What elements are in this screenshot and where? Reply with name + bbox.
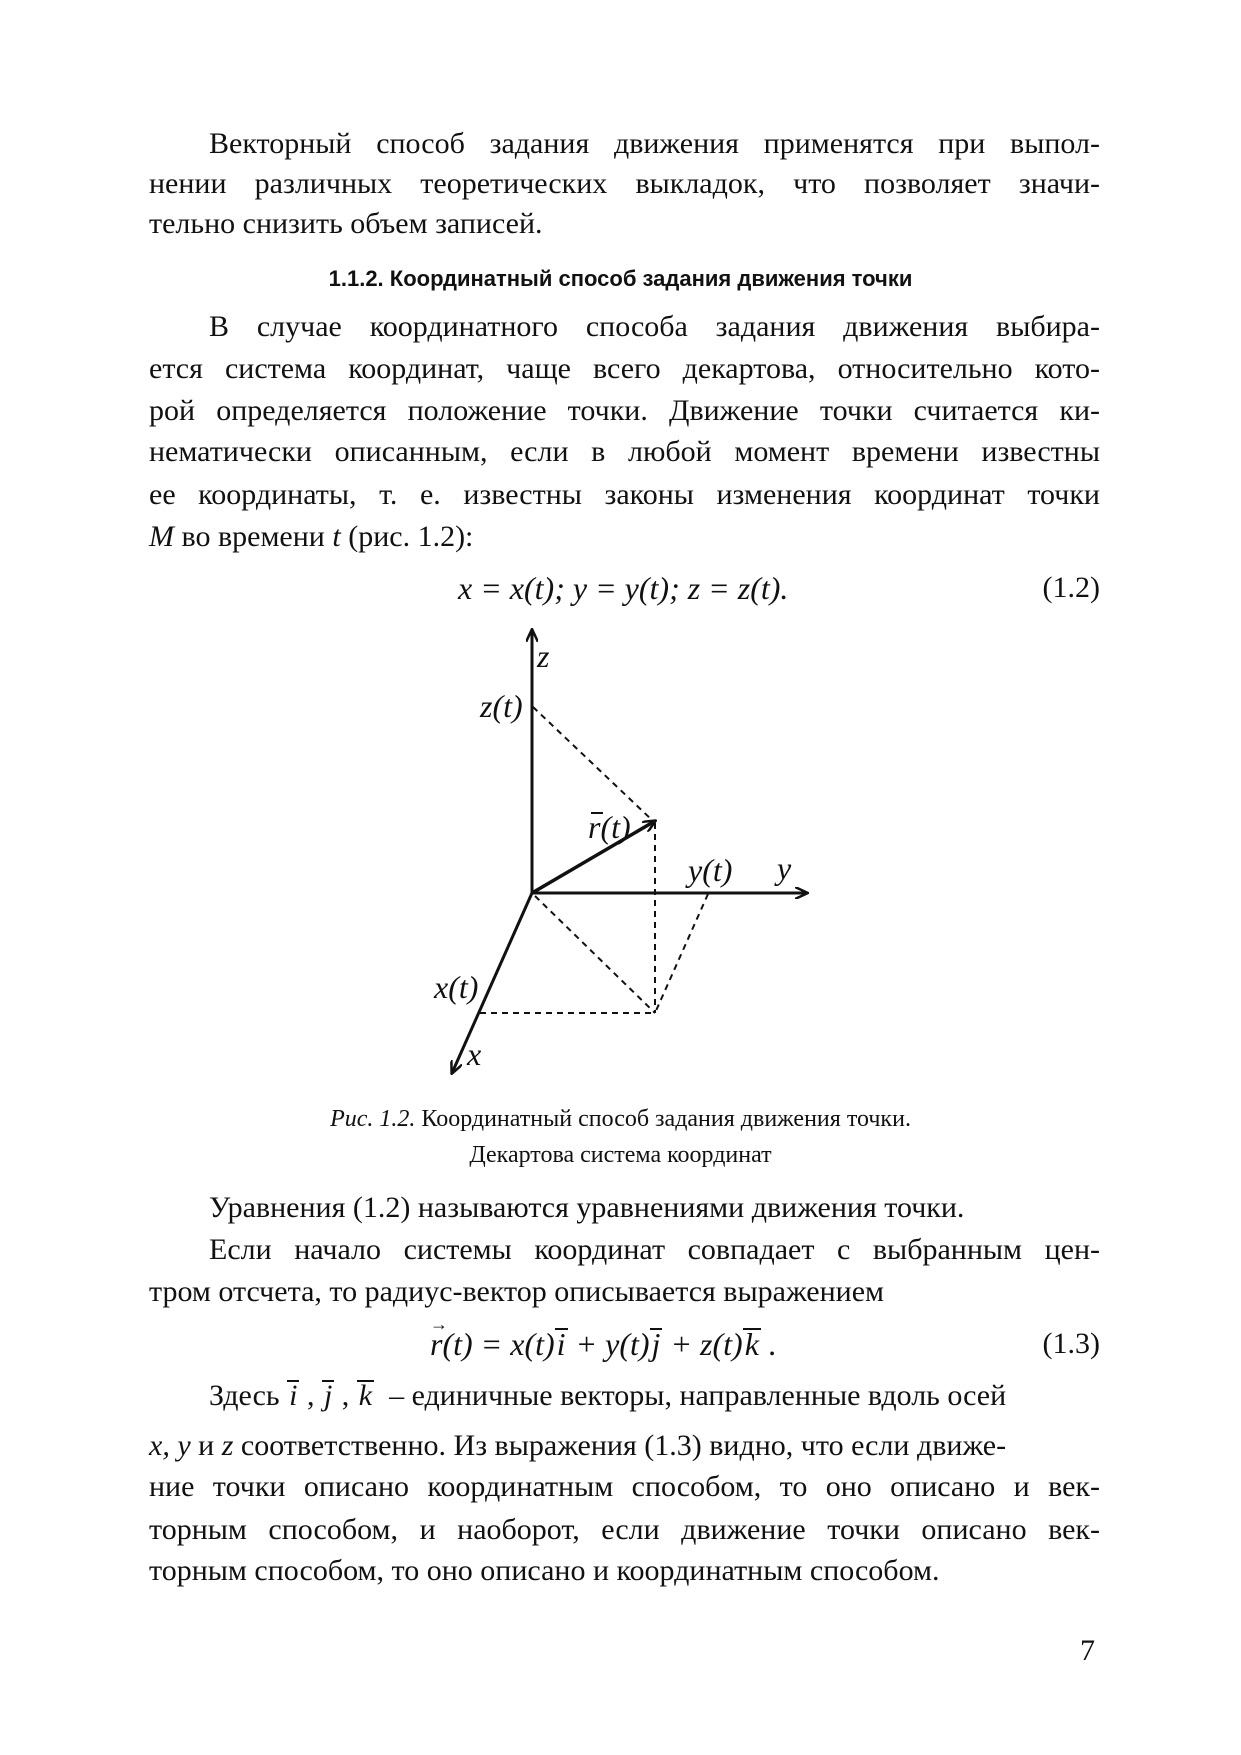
text-line: В случае координатного способа задания движения выбира- <box>209 310 1100 343</box>
text: соответственно. Из выражения (1.3) видно, что если движе- <box>233 1429 1007 1462</box>
text-line: нении различных теоретических выкладок, что позволяет значи- <box>149 167 1100 200</box>
projection-lines <box>480 707 708 1013</box>
text-line <box>149 1425 1100 1467</box>
text-line: ние точки описано координатным способом, то оно описано и век- <box>149 1470 1100 1503</box>
eq-part: . <box>760 1326 777 1362</box>
equation-number: (1.3) <box>1042 1327 1100 1360</box>
label-r-t: r(t) <box>588 809 631 845</box>
unit-vector-i: i <box>556 1326 566 1362</box>
text: , <box>299 1379 322 1412</box>
equation-1-3 <box>430 1322 777 1366</box>
paragraph-3: Уравнения (1.2) называются уравнениями движения точки. <box>209 1191 965 1224</box>
label-x: x <box>467 1036 482 1072</box>
caption-text: Координатный способ задания движения точки. <box>415 1106 911 1132</box>
label-y: y <box>777 850 792 886</box>
text-line: тельно снизить объем записей. <box>149 207 543 240</box>
text-line: Векторный способ задания движения применятся при выпол- <box>209 127 1100 160</box>
text: во времени <box>174 520 333 553</box>
text: , <box>334 1379 357 1412</box>
text-line: Если начало системы координат совпадает с выбранным цен- <box>209 1233 1100 1266</box>
text-line: торным способом, и наоборот, если движение точки описано век- <box>149 1513 1100 1546</box>
axis-names: x, y <box>149 1429 191 1462</box>
figure-caption <box>0 1102 1241 1136</box>
text-line: тром отсчета, то радиус-вектор описывается выражением <box>149 1275 884 1308</box>
unit-vector-i: i <box>289 1379 298 1412</box>
label-z: z <box>537 638 550 674</box>
label-x-t: x(t) <box>434 969 479 1005</box>
symbol-t: t <box>332 520 341 553</box>
text-line <box>209 1375 1100 1417</box>
unit-vector-k: k <box>358 1379 373 1412</box>
unit-vector-j: j <box>323 1379 333 1412</box>
label-z-t: z(t) <box>480 688 523 724</box>
eq-part: + z(t) <box>662 1326 743 1362</box>
eq-part: + y(t) <box>567 1326 650 1362</box>
text: – единичные векторы, направленные вдоль осей <box>374 1379 1007 1412</box>
text-line: рой определяется положение точки. Движение точки считается ки- <box>149 394 1100 427</box>
figure-caption-line2: Декартова система координат <box>469 1142 772 1168</box>
vector-r: → r <box>430 1322 442 1366</box>
text: Здесь <box>209 1379 288 1412</box>
text-line: ется система координат, чаще всего декартова, относительно кото- <box>149 352 1100 385</box>
label-y-t: y(t) <box>688 852 733 888</box>
text: и <box>190 1429 222 1462</box>
unit-vector-k: k <box>744 1326 759 1362</box>
eq-part: (t) = x(t) <box>442 1326 555 1362</box>
unit-vector-j: j <box>651 1326 661 1362</box>
text: (рис. 1.2): <box>340 520 474 553</box>
section-heading: 1.1.2. Координатный способ задания движения точки <box>328 266 913 291</box>
equation-number: (1.2) <box>1042 571 1100 604</box>
equation-1-2: x = x(t); y = y(t); z = z(t). <box>458 570 789 606</box>
caption-prefix: Рис. 1.2. <box>330 1106 416 1132</box>
axis-name: z <box>221 1429 234 1462</box>
symbol-M: M <box>149 520 174 553</box>
text-line: нематически описанным, если в любой момент времени известны <box>149 435 1100 468</box>
page-number: 7 <box>1080 1634 1095 1667</box>
text-line: торным способом, то оно описано и координатным способом. <box>149 1554 940 1587</box>
text-line: ее координаты, т. е. известны законы изменения координат точки <box>149 478 1100 511</box>
